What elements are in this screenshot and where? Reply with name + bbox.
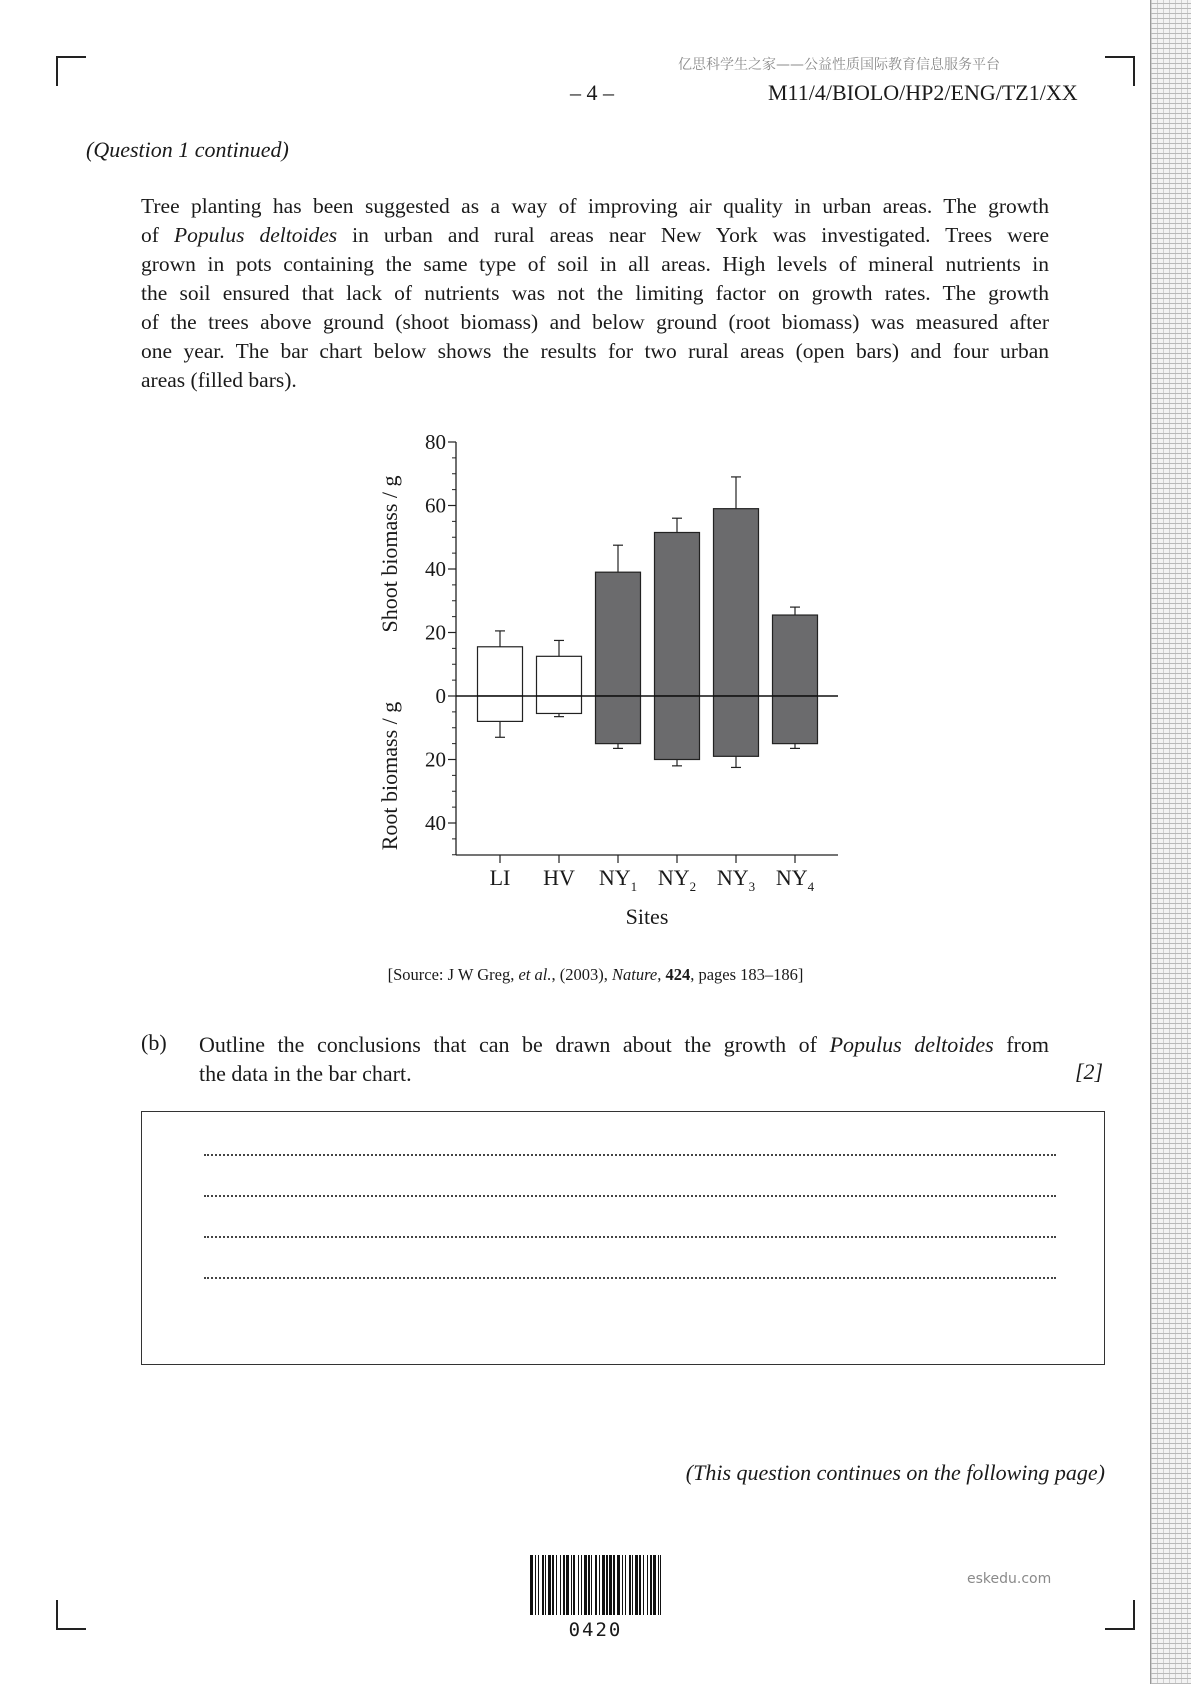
barcode-bar — [602, 1555, 605, 1615]
answer-line-1[interactable] — [204, 1154, 1056, 1156]
intro-line: the soil ensured that lack of nutrients was not the limiting factor on growth rates. The growth — [141, 281, 1049, 305]
x-axis-title: Sites — [625, 904, 669, 929]
y-tick-label: 60 — [425, 493, 446, 518]
question-b-label: (b) — [141, 1030, 167, 1055]
shoot-bar — [655, 532, 700, 696]
barcode-bar — [535, 1555, 536, 1615]
barcode-bar — [617, 1555, 620, 1615]
barcode-bar — [581, 1555, 582, 1615]
barcode — [530, 1555, 661, 1615]
barcode-bar — [591, 1555, 592, 1615]
crop-mark-bottom-left — [56, 1600, 86, 1630]
barcode-bar — [632, 1555, 633, 1615]
species-name: Populus deltoides — [173, 223, 338, 247]
x-tick-label: $NY_4$ — [775, 865, 815, 894]
question-continued-label: (Question 1 continued) — [86, 137, 289, 162]
barcode-bar — [573, 1555, 575, 1615]
answer-line-3[interactable] — [204, 1236, 1056, 1238]
y-tick-label: 20 — [425, 747, 446, 772]
root-bar — [596, 696, 641, 744]
root-bar — [478, 696, 523, 721]
x-tick-label: $NY_2$ — [657, 865, 697, 894]
question-b-line: Outline the conclusions that can be drawn about the growth of Populus deltoides from — [199, 1032, 1049, 1057]
barcode-bar — [609, 1555, 612, 1615]
root-bar — [537, 696, 582, 713]
barcode-bar — [571, 1555, 572, 1615]
shoot-bar — [714, 509, 759, 696]
barcode-bar — [542, 1555, 544, 1615]
barcode-bar — [639, 1555, 641, 1615]
question-b-line: the data in the bar chart. — [199, 1061, 412, 1086]
intro-line: of the trees above ground (shoot biomass) and below ground (root biomass) was measured after — [141, 310, 1049, 334]
x-tick-label: HV — [543, 865, 575, 890]
barcode-bar — [647, 1555, 648, 1615]
barcode-bar — [584, 1555, 587, 1615]
barcode-bar — [650, 1555, 652, 1615]
barcode-bar — [643, 1555, 644, 1615]
shoot-bar — [537, 656, 582, 696]
barcode-bar — [552, 1555, 554, 1615]
site-watermark: eskedu.com — [967, 1571, 1052, 1587]
barcode-bar — [530, 1555, 533, 1615]
x-tick-label: $NY_1$ — [598, 865, 638, 894]
paper-code: M11/4/BIOLO/HP2/ENG/TZ1/XX — [768, 80, 1078, 105]
barcode-bar — [560, 1555, 561, 1615]
barcode-bar — [606, 1555, 608, 1615]
barcode-bar — [625, 1555, 626, 1615]
barcode-bar — [538, 1555, 539, 1615]
barcode-bar — [658, 1555, 659, 1615]
question-b-marks: [2] — [1075, 1059, 1104, 1084]
answer-line-4[interactable] — [204, 1277, 1056, 1279]
barcode-bar — [599, 1555, 600, 1615]
continues-note: (This question continues on the following page) — [685, 1460, 1105, 1485]
barcode-bar — [613, 1555, 615, 1615]
root-bar — [655, 696, 700, 760]
y-tick-label: 80 — [425, 430, 446, 454]
shoot-bar — [478, 647, 523, 696]
x-tick-label: LI — [489, 865, 511, 890]
answer-line-2[interactable] — [204, 1195, 1056, 1197]
x-tick-label: $NY_3$ — [716, 865, 756, 894]
question-b-text — [199, 1030, 1049, 1088]
page-number: – 4 – — [570, 80, 614, 105]
intro-line: Tree planting has been suggested as a way of improving air quality in urban areas. The growth — [141, 194, 1049, 218]
barcode-bar — [545, 1555, 546, 1615]
barcode-bar — [595, 1555, 597, 1615]
y-tick-label: 40 — [425, 557, 446, 581]
barcode-bar — [622, 1555, 623, 1615]
barcode-bar — [653, 1555, 656, 1615]
y-axis-title-shoot: Shoot biomass / g — [377, 475, 402, 633]
barcode-bar — [660, 1555, 661, 1615]
intro-line: one year. The bar chart below shows the results for two rural areas (open bars) and four urban — [141, 339, 1049, 363]
crop-mark-bottom-right — [1105, 1600, 1135, 1630]
shoot-bar — [773, 615, 818, 696]
root-bar — [773, 696, 818, 744]
barcode-bar — [563, 1555, 565, 1615]
y-tick-label: 0 — [435, 684, 446, 708]
intro-line: of Populus deltoides in urban and rural areas near New York was investigated. Trees were — [141, 223, 1049, 247]
barcode-bar — [635, 1555, 638, 1615]
y-tick-label: 20 — [425, 620, 446, 645]
source-citation: [Source: J W Greg, et al., (2003), Nature, 424, pages 183–186] — [387, 965, 804, 984]
y-tick-label: 40 — [425, 811, 446, 835]
header-watermark: 亿思科学生之家——公益性质国际教育信息服务平台 — [678, 57, 1000, 73]
barcode-number: 0420 — [568, 1619, 623, 1641]
y-axis-title-root: Root biomass / g — [377, 701, 402, 851]
shoot-bar — [596, 572, 641, 696]
root-bar — [714, 696, 759, 756]
answer-box[interactable] — [141, 1111, 1105, 1365]
intro-line: areas (filled bars). — [141, 368, 297, 392]
barcode-bar — [556, 1555, 557, 1615]
intro-line: grown in pots containing the same type of soil in all areas. High levels of mineral nutrients in — [141, 252, 1049, 276]
barcode-bar — [588, 1555, 590, 1615]
barcode-bar — [566, 1555, 569, 1615]
barcode-bar — [629, 1555, 631, 1615]
barcode-bar — [578, 1555, 579, 1615]
barcode-bar — [548, 1555, 551, 1615]
